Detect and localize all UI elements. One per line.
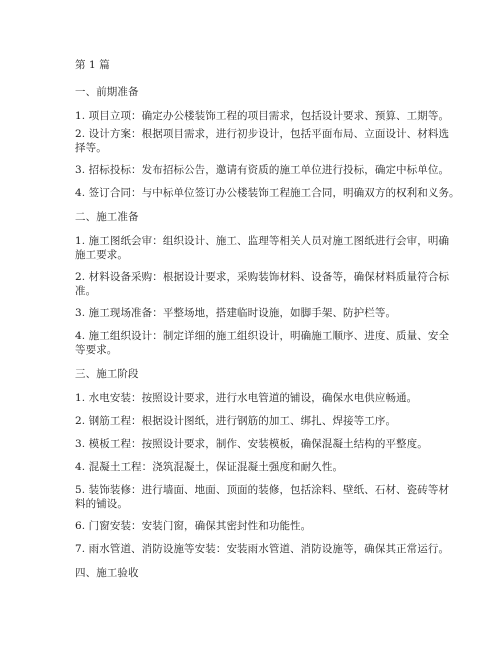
- list-item: 4. 施工组织设计：制定详细的施工组织设计，明确施工顺序、进度、质量、安全: [75, 330, 450, 342]
- list-item-continuation: 择等。: [75, 142, 107, 154]
- part-title: 第 1 篇: [75, 59, 110, 71]
- section-heading: 四、施工验收: [75, 567, 139, 579]
- list-item: 1. 水电安装：按照设计要求，进行水电管道的铺设，确保水电供应畅通。: [75, 392, 418, 404]
- list-item: 1. 施工图纸会审：组织设计、施工、监理等相关人员对施工图纸进行会审，明确: [75, 235, 450, 247]
- list-item: 3. 模板工程：按照设计要求，制作、安装模板，确保混凝土结构的平整度。: [75, 438, 428, 450]
- list-item: 2. 钢筋工程：根据设计图纸，进行钢筋的加工、绑扎、焊接等工序。: [75, 415, 397, 427]
- list-item-continuation: 料的铺设。: [75, 498, 128, 510]
- list-item: 5. 装饰装修：进行墙面、地面、顶面的装修，包括涂料、壁纸、石材、瓷砖等材: [75, 484, 450, 496]
- list-item: 7. 雨水管道、消防设施等安装：安装雨水管道、消防设施等，确保其正常运行。: [75, 543, 450, 555]
- section-heading: 三、施工阶段: [75, 368, 139, 380]
- section-heading: 一、前期准备: [75, 86, 139, 98]
- list-item: 1. 项目立项：确定办公楼装饰工程的项目需求，包括设计要求、预算、工期等。: [75, 110, 450, 122]
- list-item: 4. 混凝土工程：浇筑混凝土，保证混凝土强度和耐久性。: [75, 461, 344, 473]
- list-item-continuation: 等要求。: [75, 344, 118, 356]
- section-heading: 二、施工准备: [75, 211, 139, 223]
- list-item: 4. 签订合同：与中标单位签订办公楼装饰工程施工合同，明确双方的权利和义务。: [75, 187, 460, 199]
- list-item-continuation: 施工要求。: [75, 249, 128, 261]
- list-item: 2. 材料设备采购：根据设计要求，采购装饰材料、设备等，确保材料质量符合标: [75, 271, 450, 283]
- list-item: 3. 招标投标：发布招标公告，邀请有资质的施工单位进行投标，确定中标单位。: [75, 164, 450, 176]
- list-item-continuation: 准。: [75, 285, 97, 297]
- list-item: 3. 施工现场准备：平整场地，搭建临时设施，如脚手架、防护栏等。: [75, 307, 397, 319]
- list-item: 2. 设计方案：根据项目需求，进行初步设计，包括平面布局、立面设计、材料选: [75, 128, 450, 140]
- list-item: 6. 门窗安装：安装门窗，确保其密封性和功能性。: [75, 520, 312, 532]
